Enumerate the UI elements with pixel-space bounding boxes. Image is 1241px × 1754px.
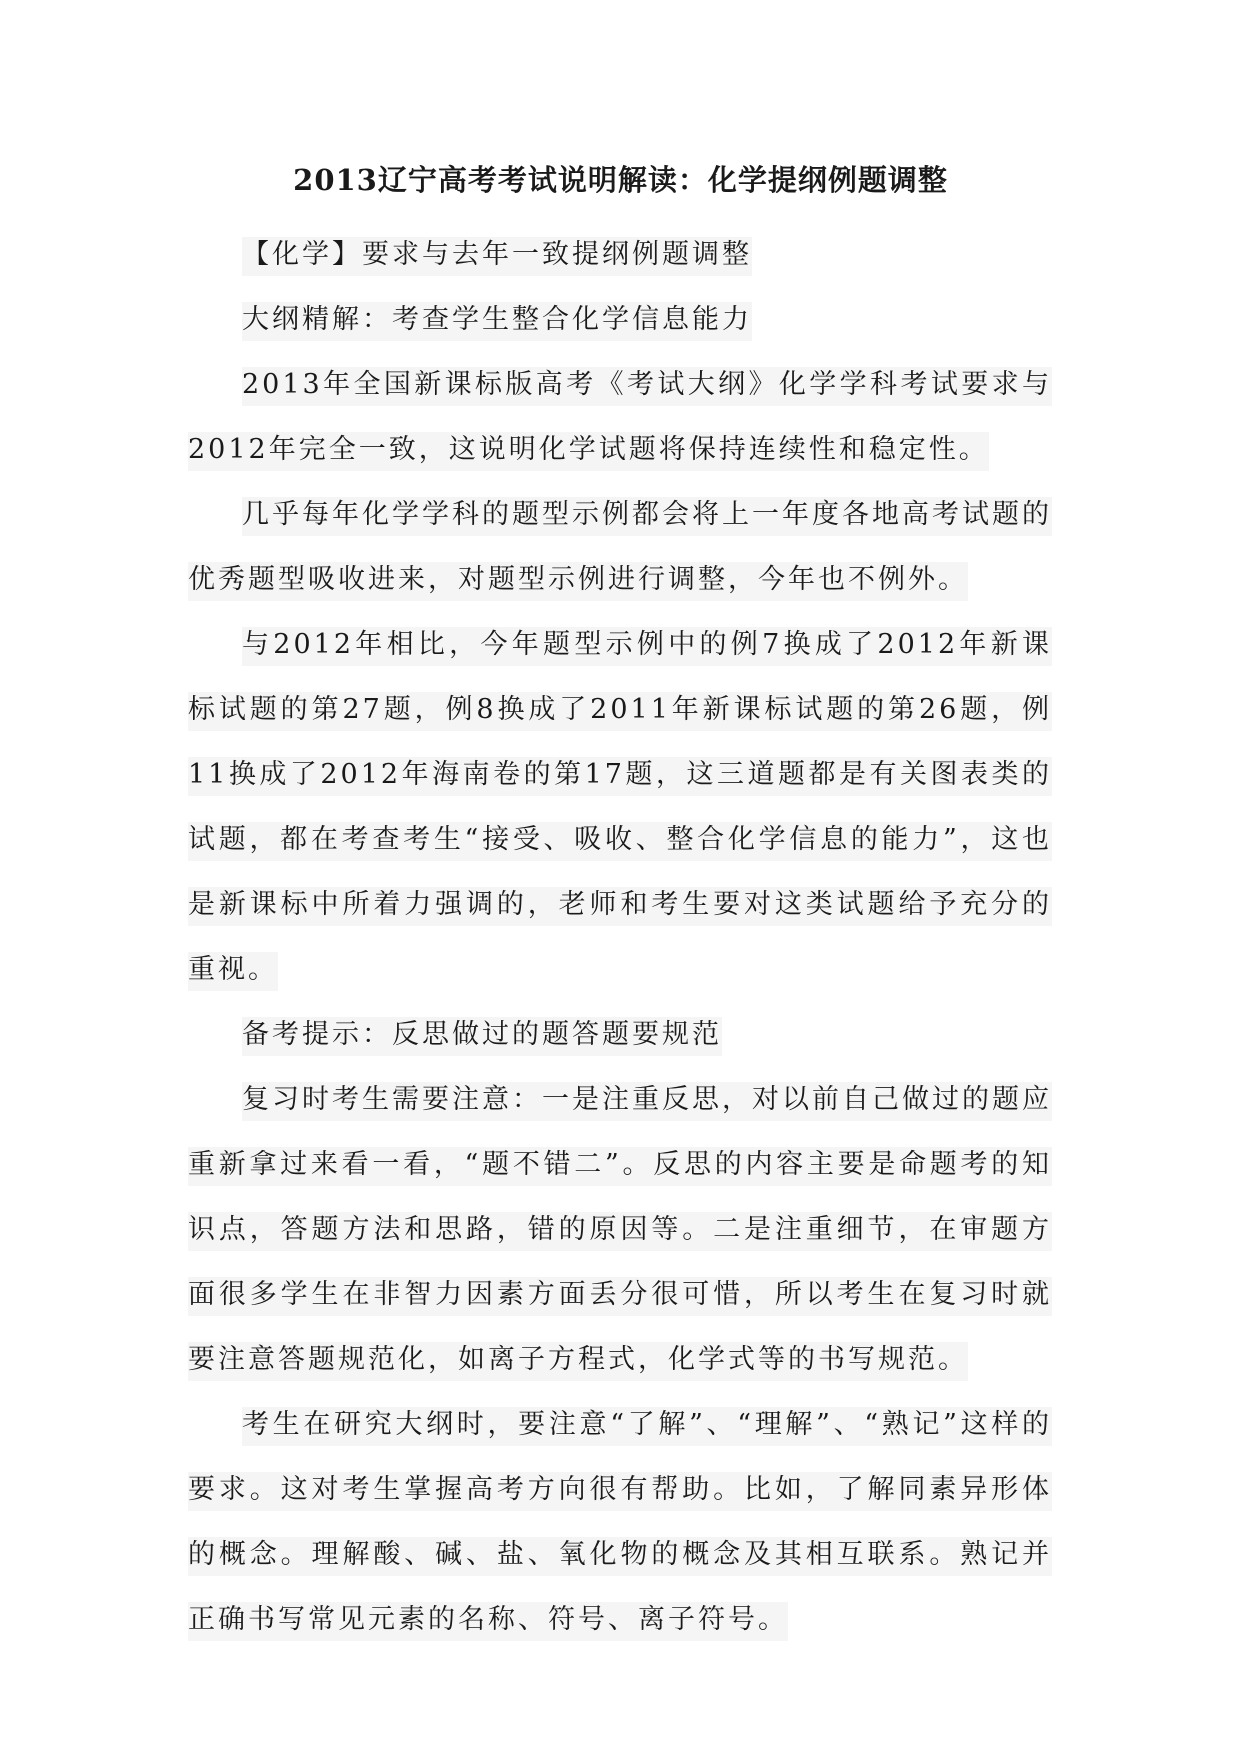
paragraph-text: 大纲精解：考查学生整合化学信息能力 — [242, 302, 752, 341]
paragraph-text: 复习时考生需要注意：一是注重反思，对以前自己做过的题应重新拿过来看一看，“题不错二”。反思的内容主要是命题考的知识点，答题方法和思路，错的原因等。二是注重细节，在审题方面很多学生在非智力因素方面丢分很可惜，所以考生在复习时就要注意答题规范化，如离子方程式，化学式等的书写规范。 — [188, 1082, 1052, 1381]
paragraph — [188, 352, 1052, 482]
section-heading-tips — [188, 1002, 1052, 1067]
document-title — [0, 160, 1241, 200]
document-body — [188, 222, 1052, 1652]
paragraph-text: 2013年全国新课标版高考《考试大纲》化学学科考试要求与2012年完全一致，这说明化学试题将保持连续性和稳定性。 — [188, 367, 1052, 471]
paragraph-text: 几乎每年化学学科的题型示例都会将上一年度各地高考试题的优秀题型吸收进来，对题型示例进行调整，今年也不例外。 — [188, 497, 1052, 601]
paragraph — [188, 1067, 1052, 1392]
paragraph — [188, 482, 1052, 612]
subtitle-paragraph — [188, 222, 1052, 287]
paragraph — [188, 612, 1052, 1002]
paragraph-text: 与2012年相比，今年题型示例中的例7换成了2012年新课标试题的第27题，例8换成了2011年新课标试题的第26题，例11换成了2012年海南卷的第17题，这三道题都是有关图表类的试题，都在考查考生“接受、吸收、整合化学信息的能力”，这也是新课标中所着力强调的，老师和考生要对这类试题给予充分的重视。 — [188, 627, 1052, 991]
paragraph — [188, 1392, 1052, 1652]
paragraph-text: 考生在研究大纲时，要注意“了解”、“理解”、“熟记”这样的要求。这对考生掌握高考方向很有帮助。比如，了解同素异形体的概念。理解酸、碱、盐、氧化物的概念及其相互联系。熟记并正确书写常见元素的名称、符号、离子符号。 — [188, 1407, 1052, 1641]
paragraph-text: 【化学】要求与去年一致提纲例题调整 — [242, 237, 752, 276]
section-heading-outline — [188, 287, 1052, 352]
document-title-text: 2013辽宁高考考试说明解读：化学提纲例题调整 — [293, 163, 948, 197]
paragraph-text: 备考提示：反思做过的题答题要规范 — [242, 1017, 722, 1056]
